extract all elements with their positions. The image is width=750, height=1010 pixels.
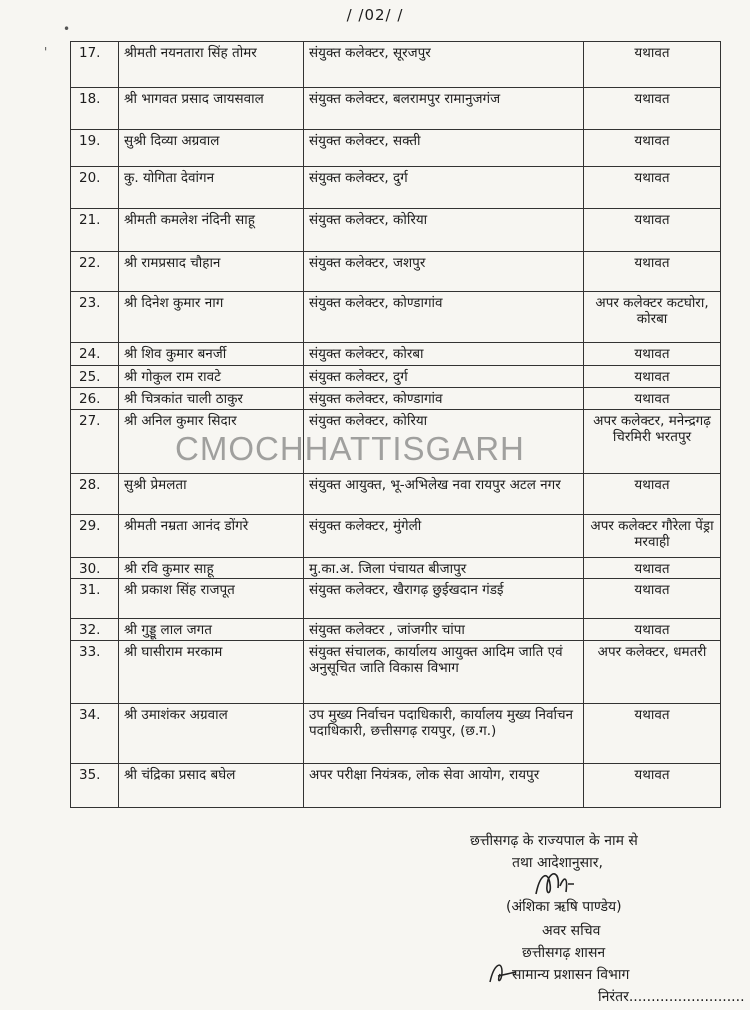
serial-number-cell: 28. [71, 473, 119, 515]
signatory-designation: अवर सचिव [542, 923, 601, 939]
officer-name-cell: श्री रामप्रसाद चौहान [119, 252, 304, 292]
officer-name-cell: श्री प्रकाश सिंह राजपूत [119, 579, 304, 619]
new-posting-cell: यथावत [584, 129, 721, 166]
table-row [71, 365, 721, 387]
officer-name-cell: श्री चित्रकांत चाली ठाकुर [119, 388, 304, 410]
new-posting-cell: अपर कलेक्टर, धमतरी [584, 641, 721, 704]
new-posting-cell: यथावत [584, 388, 721, 410]
new-posting-cell: यथावत [584, 365, 721, 387]
new-posting-cell: यथावत [584, 42, 721, 88]
officer-name-cell: श्रीमती कमलेश नंदिनी साहू [119, 208, 304, 252]
current-posting-cell: उप मुख्य निर्वाचन पदाधिकारी, कार्यालय मुख्य निर्वाचन पदाधिकारी, छत्तीसगढ़ रायपुर, (छ.ग.) [304, 704, 584, 764]
table-row [71, 618, 721, 640]
officer-name-cell: श्रीमती नम्रता आनंद डोंगरे [119, 515, 304, 558]
officer-name-cell: श्री अनिल कुमार सिदार [119, 410, 304, 473]
current-posting-cell: मु.का.अ. जिला पंचायत बीजापुर [304, 557, 584, 578]
serial-number-cell: 17. [71, 42, 119, 88]
serial-number-cell: 25. [71, 365, 119, 387]
officer-name-cell: श्री दिनेश कुमार नाग [119, 291, 304, 342]
current-posting-cell: अपर परीक्षा नियंत्रक, लोक सेवा आयोग, रायपुर [304, 764, 584, 808]
new-posting-cell: अपर कलेक्टर कटघोरा, कोरबा [584, 291, 721, 342]
transfer-order-table [70, 41, 721, 808]
new-posting-cell: अपर कलेक्टर, मनेन्द्रगढ़ चिरमिरी भरतपुर [584, 410, 721, 473]
new-posting-cell: यथावत [584, 618, 721, 640]
current-posting-cell: संयुक्त कलेक्टर , जांजगीर चांपा [304, 618, 584, 640]
table-body [71, 42, 721, 808]
table-row [71, 473, 721, 515]
new-posting-cell: यथावत [584, 557, 721, 578]
officer-name-cell: सुश्री दिव्या अग्रवाल [119, 129, 304, 166]
serial-number-cell: 18. [71, 87, 119, 129]
current-posting-cell: संयुक्त कलेक्टर, कोण्डागांव [304, 291, 584, 342]
officer-name-cell: श्री भागवत प्रसाद जायसवाल [119, 87, 304, 129]
new-posting-cell: यथावत [584, 473, 721, 515]
current-posting-cell: संयुक्त आयुक्त, भू-अभिलेख नवा रायपुर अटल नगर [304, 473, 584, 515]
watermark: CMOCHHATTISGARH [175, 430, 525, 467]
current-posting-cell: संयुक्त कलेक्टर, सूरजपुर [304, 42, 584, 88]
table-row [71, 764, 721, 808]
current-posting-cell: संयुक्त कलेक्टर, मुंगेली [304, 515, 584, 558]
officer-name-cell: सुश्री प्रेमलता [119, 473, 304, 515]
serial-number-cell: 32. [71, 618, 119, 640]
new-posting-cell: यथावत [584, 208, 721, 252]
table-row [71, 388, 721, 410]
new-posting-cell: यथावत [584, 704, 721, 764]
new-posting-cell: अपर कलेक्टर गौरेला पेंड्रा मरवाही [584, 515, 721, 558]
table-row [71, 557, 721, 578]
current-posting-cell: संयुक्त कलेक्टर, कोण्डागांव [304, 388, 584, 410]
closing-line-2: तथा आदेशानुसार, [512, 855, 603, 871]
new-posting-cell: यथावत [584, 343, 721, 365]
current-posting-cell: संयुक्त कलेक्टर, कोरबा [304, 343, 584, 365]
officer-name-cell: श्री गोकुल राम रावटे [119, 365, 304, 387]
current-posting-cell: संयुक्त कलेक्टर, खैरागढ़ छुईखदान गंडई [304, 579, 584, 619]
serial-number-cell: 34. [71, 704, 119, 764]
serial-number-cell: 29. [71, 515, 119, 558]
new-posting-cell: यथावत [584, 252, 721, 292]
table-row [71, 208, 721, 252]
serial-number-cell: 21. [71, 208, 119, 252]
officer-name-cell: श्री चंद्रिका प्रसाद बघेल [119, 764, 304, 808]
current-posting-cell: संयुक्त संचालक, कार्यालय आयुक्त आदिम जाति एवं अनुसूचित जाति विकास विभाग [304, 641, 584, 704]
serial-number-cell: 33. [71, 641, 119, 704]
scan-speck: • [63, 22, 71, 36]
officer-name-cell: श्रीमती नयनतारा सिंह तोमर [119, 42, 304, 88]
current-posting-cell: संयुक्त कलेक्टर, दुर्ग [304, 365, 584, 387]
current-posting-cell: संयुक्त कलेक्टर, कोरिया [304, 208, 584, 252]
table-row [71, 704, 721, 764]
officer-name-cell: श्री उमाशंकर अग्रवाल [119, 704, 304, 764]
current-posting-cell: संयुक्त कलेक्टर, बलरामपुर रामानुजगंज [304, 87, 584, 129]
officer-name-cell: श्री घासीराम मरकाम [119, 641, 304, 704]
table-row [71, 252, 721, 292]
serial-number-cell: 27. [71, 410, 119, 473]
current-posting-cell: संयुक्त कलेक्टर, जशपुर [304, 252, 584, 292]
serial-number-cell: 23. [71, 291, 119, 342]
new-posting-cell: यथावत [584, 87, 721, 129]
new-posting-cell: यथावत [584, 764, 721, 808]
new-posting-cell: यथावत [584, 579, 721, 619]
department-name: सामान्य प्रशासन विभाग [512, 967, 630, 983]
officer-name-cell: श्री गुड्डू लाल जगत [119, 618, 304, 640]
government-name: छत्तीसगढ़ शासन [522, 945, 606, 961]
continued-note: निरंतर.......................... [598, 989, 745, 1005]
serial-number-cell: 24. [71, 343, 119, 365]
table-row [71, 579, 721, 619]
serial-number-cell: 20. [71, 166, 119, 208]
table-row [71, 515, 721, 558]
scan-speck: ' [44, 45, 48, 59]
table-row [71, 291, 721, 342]
page-number: / /02/ / [346, 6, 404, 24]
closing-line-1: छत्तीसगढ़ के राज्यपाल के नाम से [470, 833, 638, 849]
serial-number-cell: 22. [71, 252, 119, 292]
table-row [71, 87, 721, 129]
table-row [71, 129, 721, 166]
current-posting-cell: संयुक्त कलेक्टर, दुर्ग [304, 166, 584, 208]
serial-number-cell: 30. [71, 557, 119, 578]
current-posting-cell: संयुक्त कलेक्टर, कोरिया [304, 410, 584, 473]
table-row [71, 42, 721, 88]
serial-number-cell: 19. [71, 129, 119, 166]
officer-name-cell: श्री शिव कुमार बनर्जी [119, 343, 304, 365]
signatory-name: (अंशिका ऋषि पाण्डेय) [506, 899, 622, 915]
table-row [71, 166, 721, 208]
officers-table-wrapper [70, 41, 720, 808]
current-posting-cell: संयुक्त कलेक्टर, सक्ती [304, 129, 584, 166]
table-row [71, 641, 721, 704]
table-row [71, 343, 721, 365]
new-posting-cell: यथावत [584, 166, 721, 208]
serial-number-cell: 31. [71, 579, 119, 619]
officer-name-cell: श्री रवि कुमार साहू [119, 557, 304, 578]
officer-name-cell: कु. योगिता देवांगन [119, 166, 304, 208]
serial-number-cell: 26. [71, 388, 119, 410]
serial-number-cell: 35. [71, 764, 119, 808]
